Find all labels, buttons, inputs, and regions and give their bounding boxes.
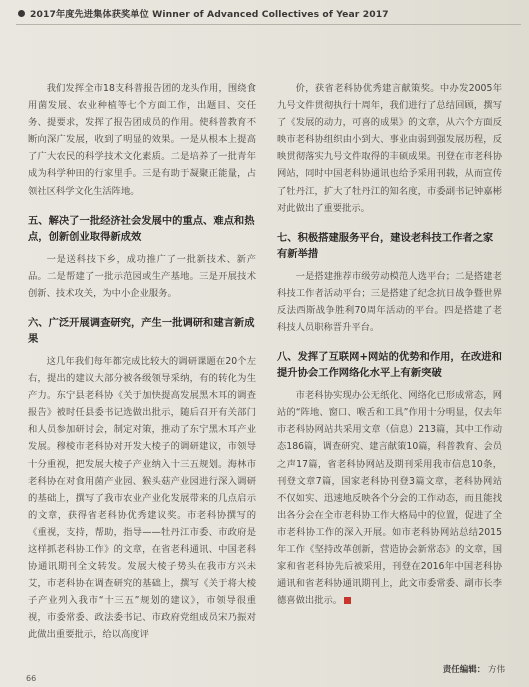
paragraph: 我们发挥全市18支科普报告团的龙头作用，围绕食用菌发展、农业种植等七个方面工作，出题目、交任务、提要求，发挥了报告团成员的作用。使科普教育不断向深广发展，收到了明显的效果。一是从根本上提高了广大农民的科学技术文化素质。二是培养了一批青年成为科学种田的行家里手。三是有助于凝聚正能量，占领社区科学文化生活阵地。: [28, 83, 256, 197]
right-column: [277, 80, 502, 609]
paragraph: 价，获省老科协优秀建言献策奖。中办发2005年九号文件贯彻执行十周年，我们进行了总结回顾，撰写了《发展的动力，可喜的成果》的文章，从六个方面反映市老科协组织由小到大、事业由弱到强发展历程，反映贯彻落实九号文件取得的丰硕成果。刊登在市老科协网站，同时中国老科协通讯也给予采用刊载，从而宣传了牡丹江，扩大了牡丹江的知名度，市委副书记钟嘉彬对此做出了重要批示。: [277, 83, 502, 214]
header-divider: [16, 24, 521, 25]
section-heading-5: 五、解决了一批经济社会发展中的重点、难点和热点，创新创业取得新成效: [28, 214, 255, 243]
paragraph: 一是搭建推荐市级劳动模范人选平台；二是搭建老科技工作者活动平台；三是搭建了纪念抗日战争暨世界反法西斯战争胜利70周年活动的平台。四是搭建了老科技人员职称晋升平台。: [277, 270, 502, 334]
section-heading-6: 六、广泛开展调查研究，产生一批调研和建言新成果: [28, 316, 255, 345]
responsible-editor: [443, 663, 505, 675]
paragraph: 一是送科技下乡，成功推广了一批新技术、新产品。二是帮建了一批示范园或生产基地。三是开展技术创新、技术攻关，为中小企业服务。: [28, 253, 256, 299]
editor-name: 方伟: [487, 665, 505, 675]
header-title-en: Winner of Advanced Collectives of Year 2017: [152, 9, 389, 20]
header-title-cn: 2017年度先进集体获奖单位: [30, 9, 149, 20]
paragraph: 这几年我们每年都完成比较大的调研课题在20个左右，提出的建议大部分被各级领导采纳，有的转化为生产力。东宁县老科协《关于加快提高发展黑木耳的调查报告》被时任县委书记选做出批示，随后召开有关部门和人员参加研讨会，制定对策，推动了东宁黑木耳产业发展。穆棱市老科协对开发大棱子的调研建议，市领导十分重视，把发展大棱子产业纳入十三五规划。海林市老科协在对食用菌产业园、猴头菇产业园进行深入调研的基础上，撰写了我市农业产业化发展带来的几点启示的文章，获得省老科协优秀建议奖。市老科协撰写的《重视，支持，帮助，指导——牡丹江市委、市政府是这样抓老科协工作》的文章，在省老科通讯、中国老科协通讯期刊全文转发。发展大棱子势头在我市方兴未艾，市老科协在调查研究的基础上，撰写《关于将大棱子产业列入我市“十三五”规划的建议》，市领导很重视，市委常委、政法委书记、市政府党组成员宋乃振对此做出重要批示，给以高度评: [28, 355, 256, 641]
section-heading-8: 八、发挥了互联网+网站的优势和作用，在改进和提升协会工作网络化水平上有新突破: [277, 351, 502, 380]
paragraph-final: [277, 387, 502, 609]
bullet-icon: [18, 10, 25, 17]
page-number: 66: [26, 674, 37, 683]
header-title: [30, 6, 389, 20]
end-mark-icon: [344, 597, 351, 604]
paragraph-final-text: 市老科协实现办公无纸化、网络化已形成常态，网站的“阵地、窗口、喉舌和工具”作用十分明显，仅去年市老科协网站共采用文章（信息）213篇，其中工作动态186篇，调查研究、建言献策10篇，科普教育、会员之声17篇，省老科协网站及期刊采用我市信息10条，刊登文章7篇，国家老科协刊登3篇文章，老科协网站不仅如实、迅速地反映各个分会的工作动态，而且能找出各分会在全市老科协工作大格局中的位置，促进了全市老科协工作的深入开展。如市老科协网站总结2015年工作《坚持改革创新，营造协会新常态》的文章，国家和省老科协先后被采用，刊登在2016年中国老科协通讯和省老科协通讯期刊上，此文市委常委、副市长李德喜做出批示。: [277, 390, 502, 607]
editor-label: 责任编辑：: [442, 665, 486, 675]
section-heading-7: 七、积极搭建服务平台，建设老科技工作者之家有新举措: [277, 231, 494, 260]
left-column: [28, 80, 256, 644]
running-header: [18, 5, 389, 21]
